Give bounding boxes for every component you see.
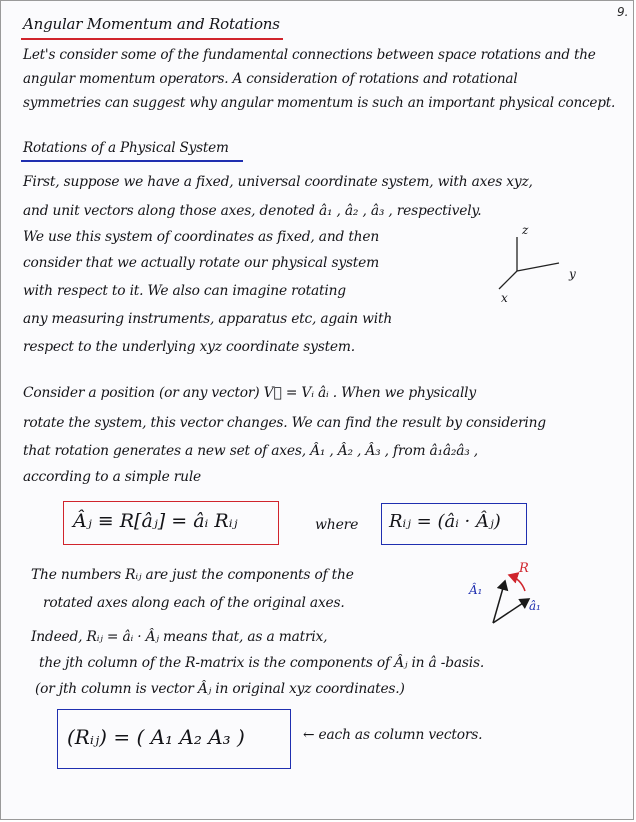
intro-line-2: angular momentum operators. A consideration of rotations and rotational (23, 71, 518, 87)
intro-line-3: symmetries can suggest why angular momentum is such an important physical concept. (23, 95, 616, 111)
heading-underline-blue (21, 160, 243, 162)
page-number: 9. (617, 5, 629, 19)
para4-line-2: the jth column of the R-matrix is the components of Âⱼ in â -basis. (39, 655, 485, 671)
intro-line-1: Let's consider some of the fundamental connections between space rotations and the (23, 47, 596, 63)
para4-line-1: Indeed, Rᵢⱼ = âᵢ · Âⱼ means that, as a matrix, (31, 629, 328, 645)
para1-line-4: consider that we actually rotate our physical system (23, 255, 379, 271)
heading-rotations: Rotations of a Physical System (23, 140, 229, 156)
para3-line-1: The numbers Rᵢⱼ are just the components of the (31, 567, 354, 583)
para2-line-2: rotate the system, this vector changes. We can find the result by considering (23, 415, 546, 431)
heading-underline-red (21, 38, 283, 40)
original-axis-label: â₁ (529, 599, 541, 613)
para1-line-1: First, suppose we have a fixed, universal coordinate system, with axes xyz, (23, 174, 533, 190)
para2-line-1: Consider a position (or any vector) V⃗ = Vᵢ âᵢ . When we physically (23, 385, 476, 401)
z-axis-label: z (522, 223, 529, 237)
equation-rotated-axes: Âⱼ ≡ R[âⱼ] = âᵢ Rᵢⱼ (73, 510, 238, 532)
column-vectors-note: ← each as column vectors. (303, 727, 483, 743)
para1-line-3: We use this system of coordinates as fixed, and then (23, 229, 379, 245)
para2-line-4: according to a simple rule (23, 469, 202, 485)
x-axis-label: x (501, 291, 508, 305)
rotation-sketch (463, 561, 563, 641)
y-axis-label: y (569, 267, 576, 281)
equation-matrix-elements: Rᵢⱼ = (âᵢ · Âⱼ) (389, 511, 501, 532)
para3-line-2: rotated axes along each of the original axes. (43, 595, 345, 611)
para4-line-3: (or jth column is vector Âⱼ in original xyz coordinates.) (35, 681, 405, 697)
heading-angular-momentum: Angular Momentum and Rotations (23, 15, 280, 33)
para1-line-5: with respect to it. We also can imagine rotating (23, 283, 346, 299)
y-axis-line (517, 263, 559, 271)
para1-line-6: any measuring instruments, apparatus etc, again with (23, 311, 393, 327)
where-label: where (315, 517, 359, 533)
para2-line-3: that rotation generates a new set of axes, Â₁ , Â₂ , Â₃ , from â₁â₂â₃ , (23, 443, 478, 459)
para1-line-2: and unit vectors along those axes, denoted â₁ , â₂ , â₃ , respectively. (23, 203, 482, 219)
x-axis-line (499, 271, 517, 289)
rotated-axis-label: Â₁ (469, 583, 483, 597)
para1-line-7: respect to the underlying xyz coordinate system. (23, 339, 355, 355)
rotation-label: R (519, 561, 529, 576)
rotation-arc-arrow (509, 575, 525, 591)
equation-column-matrix: (Rᵢⱼ) = ( A₁ A₂ A₃ ) (67, 725, 245, 749)
